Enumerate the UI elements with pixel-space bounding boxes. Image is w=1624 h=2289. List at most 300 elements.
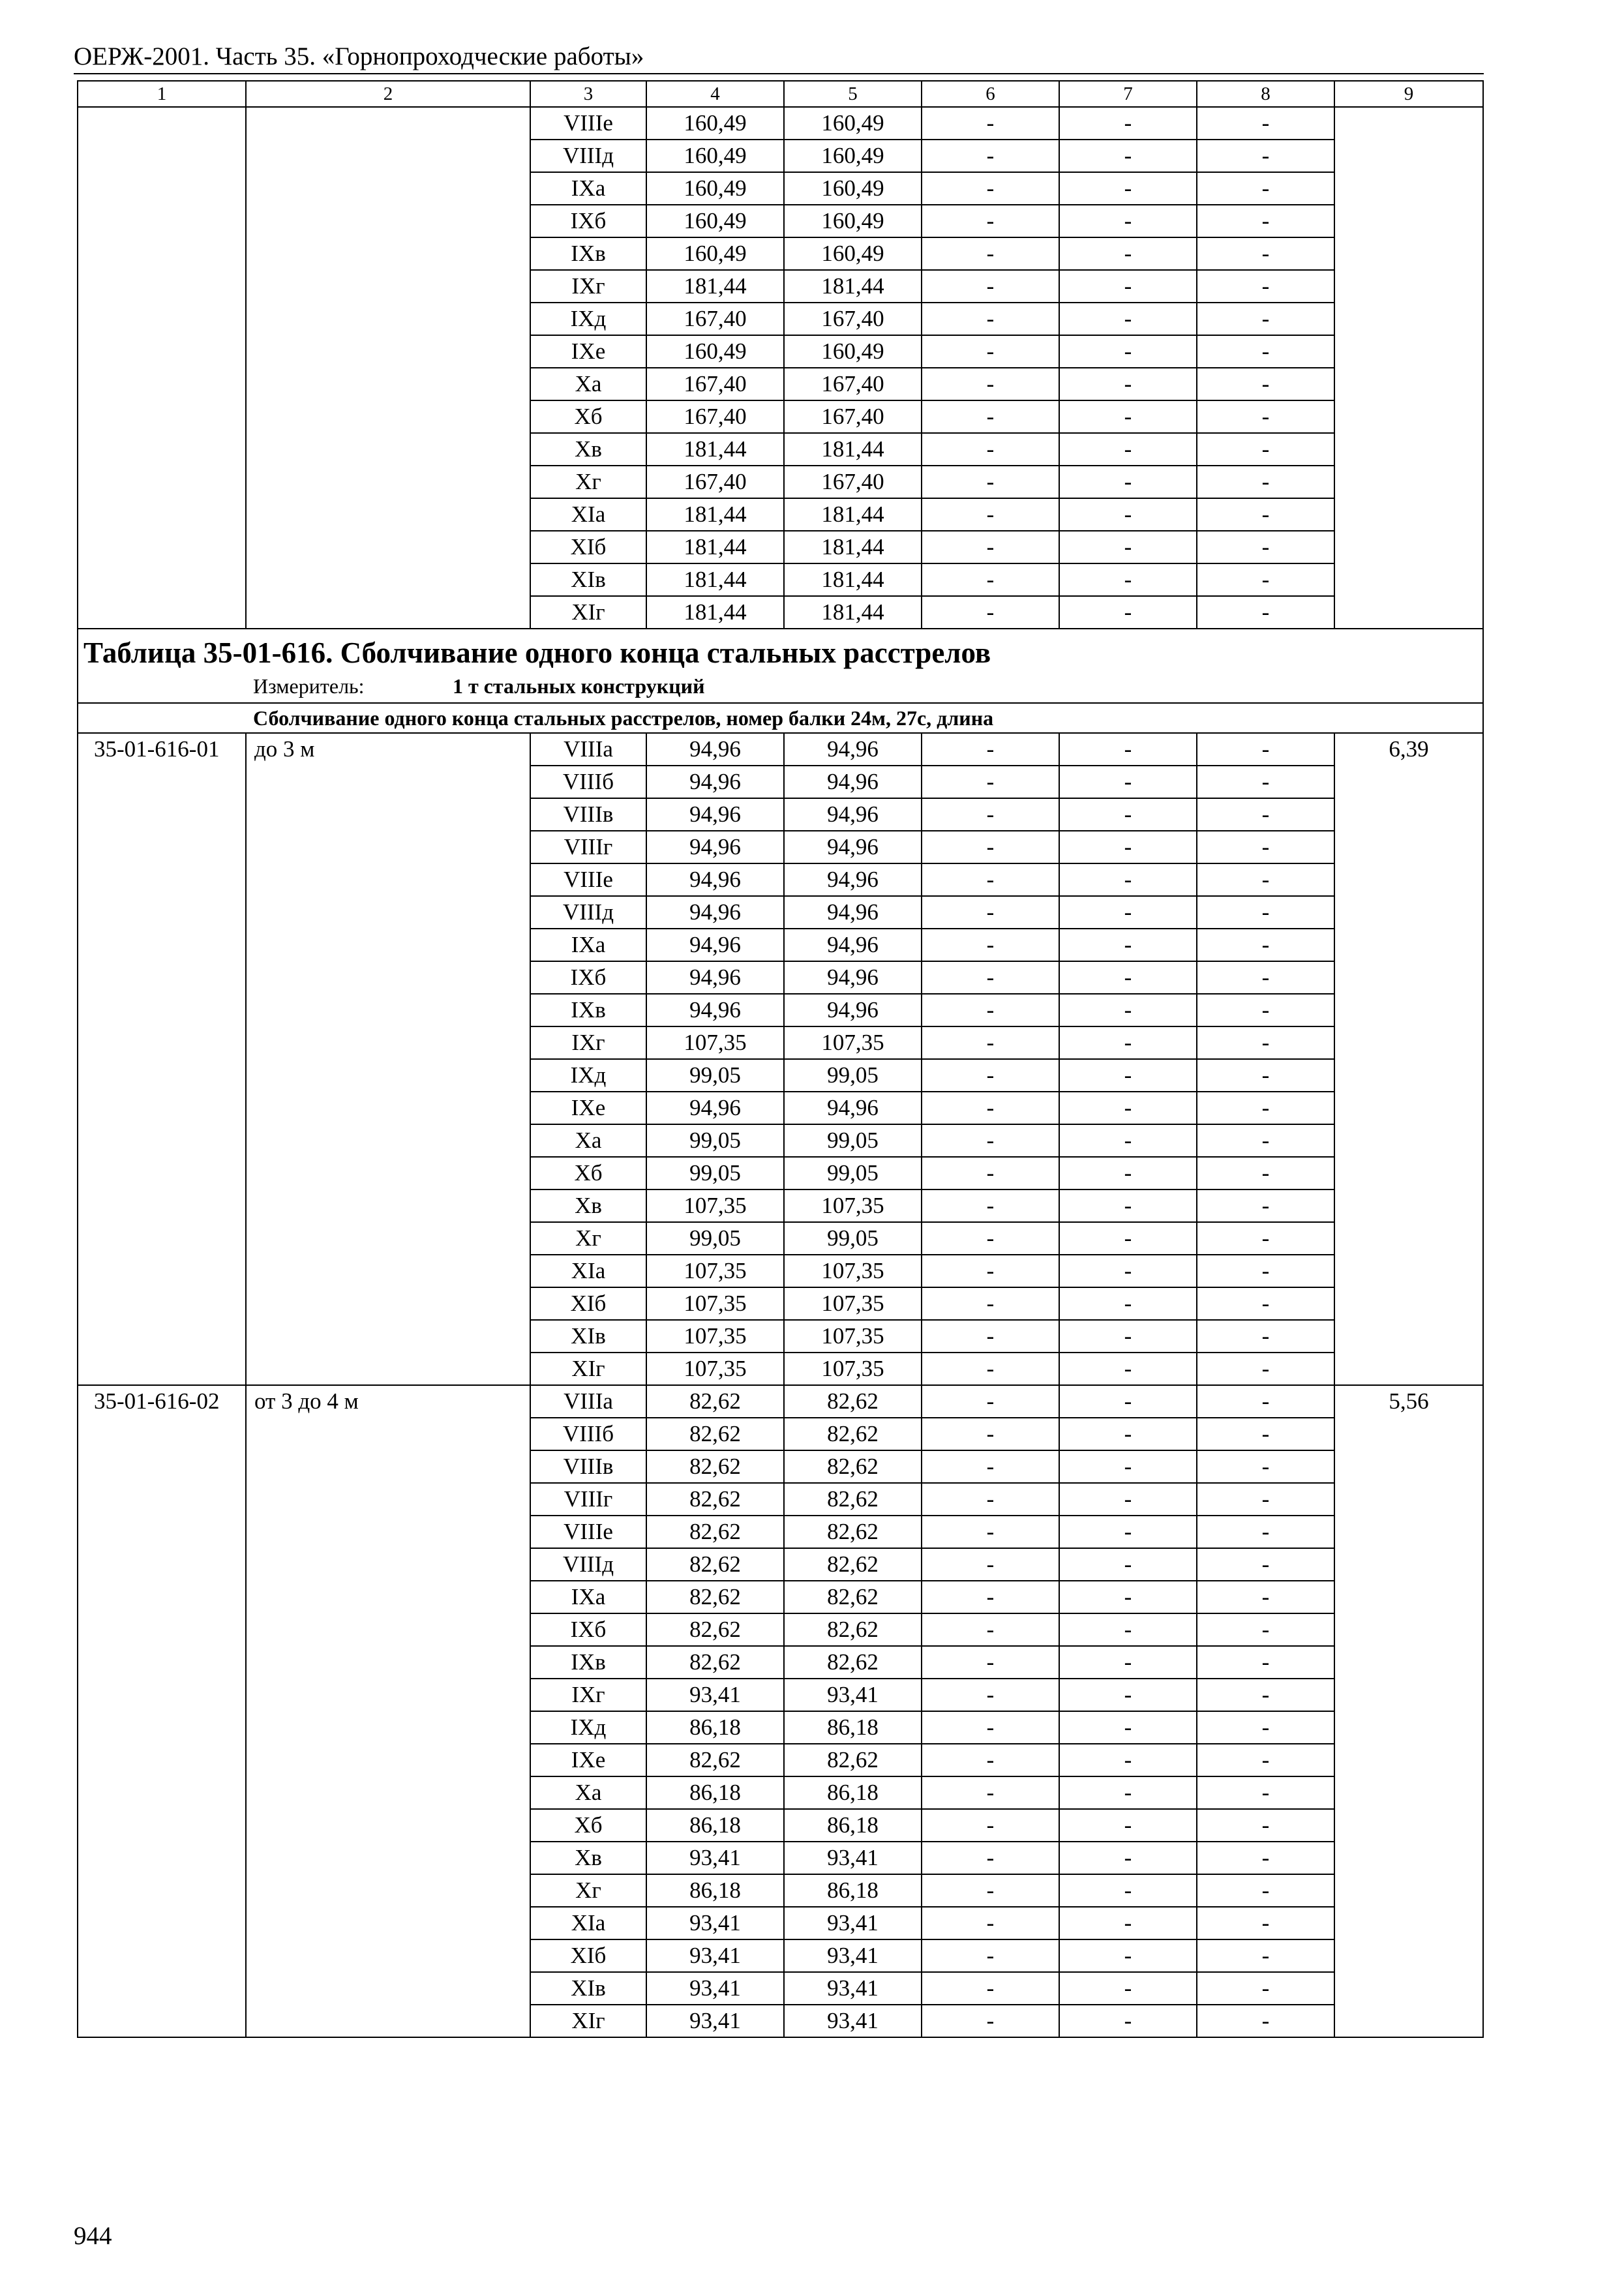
col-5-value: 93,41 [784,1842,922,1874]
col-6-value: - [922,237,1059,270]
col-5-value: 94,96 [784,798,922,831]
soil-group: VIIIб [530,1418,646,1450]
col-7-value: - [1059,1353,1197,1385]
col-6-value: - [922,433,1059,466]
soil-group: VIIIе [530,107,646,140]
col-4-value: 181,44 [646,433,784,466]
col-8-value: - [1197,1450,1334,1483]
col-5-value: 181,44 [784,498,922,531]
col-4-value: 160,49 [646,140,784,172]
page-number: 944 [74,2222,112,2250]
soil-group: VIIIд [530,1548,646,1581]
soil-group: XIг [530,1353,646,1385]
col-4-value: 160,49 [646,107,784,140]
col-8-value: - [1197,2005,1334,2037]
col-8-value: - [1197,1059,1334,1092]
soil-group: Xв [530,1189,646,1222]
col-8-value: - [1197,1842,1334,1874]
soil-group: XIб [530,531,646,563]
col-6-value: - [922,1679,1059,1711]
col-5-value: 94,96 [784,961,922,994]
col-5-value: 160,49 [784,172,922,205]
col-8-value: - [1197,1222,1334,1255]
col-5-value: 93,41 [784,1907,922,1939]
col-8-value: - [1197,1646,1334,1679]
col-7-value: - [1059,1679,1197,1711]
col-6-value: - [922,1385,1059,1418]
col-4-value: 181,44 [646,596,784,629]
col-4-value: 181,44 [646,498,784,531]
col-7-value: - [1059,270,1197,303]
col-8-value: - [1197,1809,1334,1842]
norm-code: 35-01-616-01 [78,733,246,1385]
col-4-value: 82,62 [646,1483,784,1516]
col-7-value: - [1059,1516,1197,1548]
table-title: Таблица 35-01-616. Сболчивание одного конца стальных расстрелов [83,636,991,669]
col-4-value: 86,18 [646,1809,784,1842]
col-8-value: - [1197,433,1334,466]
col-4-value: 181,44 [646,531,784,563]
column-number-9: 9 [1334,81,1483,107]
col-8-value: - [1197,766,1334,798]
col-5-value: 107,35 [784,1353,922,1385]
soil-group: IXа [530,172,646,205]
col-6-value: - [922,1450,1059,1483]
col-7-value: - [1059,831,1197,863]
col-5-value: 94,96 [784,766,922,798]
col-4-value: 82,62 [646,1744,784,1776]
col-8-value: - [1197,798,1334,831]
col-7-value: - [1059,1646,1197,1679]
col-7-value: - [1059,1418,1197,1450]
soil-group: IXе [530,1744,646,1776]
col-8-value: - [1197,563,1334,596]
col-8-value: - [1197,237,1334,270]
col-8-value: - [1197,270,1334,303]
col-6-value: - [922,596,1059,629]
work-name [246,107,530,629]
col-5-value: 107,35 [784,1320,922,1353]
column-number-2: 2 [246,81,530,107]
col-4-value: 167,40 [646,368,784,400]
col-5-value: 99,05 [784,1059,922,1092]
col-8-value: - [1197,994,1334,1026]
soil-group: Xб [530,1157,646,1189]
col-7-value: - [1059,205,1197,237]
col-5-value: 107,35 [784,1287,922,1320]
col-6-value: - [922,498,1059,531]
col-6-value: - [922,466,1059,498]
soil-group: XIв [530,563,646,596]
col-6-value: - [922,303,1059,335]
col-7-value: - [1059,1711,1197,1744]
col-4-value: 181,44 [646,563,784,596]
col-4-value: 94,96 [646,798,784,831]
table-title-cell [78,629,1483,703]
column-number-8: 8 [1197,81,1334,107]
col-4-value: 99,05 [646,1157,784,1189]
column-number-3: 3 [530,81,646,107]
header-rule [74,73,1484,74]
col-6-value: - [922,2005,1059,2037]
col-8-value: - [1197,531,1334,563]
col-5-value: 86,18 [784,1809,922,1842]
page-header-title: ОЕРЖ-2001. Часть 35. «Горнопроходческие работы» [74,42,644,70]
col-6-value: - [922,563,1059,596]
soil-group: IXв [530,237,646,270]
soil-group: Xа [530,1776,646,1809]
col-4-value: 167,40 [646,400,784,433]
col-7-value: - [1059,929,1197,961]
col-7-value: - [1059,1483,1197,1516]
soil-group: Xа [530,1124,646,1157]
soil-group: IXв [530,994,646,1026]
col-8-value: - [1197,1092,1334,1124]
rates-table [77,80,1484,2038]
col-8-value: - [1197,1320,1334,1353]
col-7-value: - [1059,107,1197,140]
col-6-value: - [922,1646,1059,1679]
col-8-value: - [1197,1776,1334,1809]
col-8-value: - [1197,303,1334,335]
soil-group: VIIIв [530,1450,646,1483]
col-4-value: 107,35 [646,1287,784,1320]
col-5-value: 181,44 [784,563,922,596]
soil-group: Xб [530,400,646,433]
col-5-value: 93,41 [784,1679,922,1711]
soil-group: IXд [530,1059,646,1092]
soil-group: Xв [530,433,646,466]
col-5-value: 82,62 [784,1483,922,1516]
column-number-5: 5 [784,81,922,107]
col-7-value: - [1059,531,1197,563]
soil-group: XIа [530,1255,646,1287]
col-7-value: - [1059,1776,1197,1809]
col-4-value: 94,96 [646,896,784,929]
soil-group: IXб [530,205,646,237]
column-number-4: 4 [646,81,784,107]
col-6-value: - [922,1418,1059,1450]
col-7-value: - [1059,237,1197,270]
soil-group: VIIIд [530,140,646,172]
soil-group: IXв [530,1646,646,1679]
col-8-value: - [1197,1124,1334,1157]
col-8-value: - [1197,107,1334,140]
col-4-value: 94,96 [646,831,784,863]
col-6-value: - [922,1711,1059,1744]
col-5-value: 82,62 [784,1548,922,1581]
col-4-value: 93,41 [646,1939,784,1972]
col-6-value: - [922,205,1059,237]
col-5-value: 107,35 [784,1189,922,1222]
col-9-value: 6,39 [1334,733,1483,1385]
col-4-value: 94,96 [646,1092,784,1124]
col-8-value: - [1197,1744,1334,1776]
col-8-value: - [1197,1711,1334,1744]
col-6-value: - [922,172,1059,205]
col-5-value: 160,49 [784,107,922,140]
soil-group: IXг [530,270,646,303]
col-4-value: 99,05 [646,1059,784,1092]
table-row [78,733,1483,766]
col-5-value: 82,62 [784,1581,922,1613]
col-7-value: - [1059,1255,1197,1287]
work-name: от 3 до 4 м [246,1385,530,2037]
table-title-row [78,629,1483,703]
col-8-value: - [1197,466,1334,498]
col-8-value: - [1197,1287,1334,1320]
col-4-value: 82,62 [646,1581,784,1613]
soil-group: IXг [530,1026,646,1059]
col-6-value: - [922,1026,1059,1059]
col-6-value: - [922,140,1059,172]
col-4-value: 94,96 [646,929,784,961]
col-4-value: 181,44 [646,270,784,303]
col-7-value: - [1059,335,1197,368]
table-body [78,81,1483,2037]
col-6-value: - [922,1939,1059,1972]
soil-group: Xв [530,1842,646,1874]
col-4-value: 93,41 [646,1842,784,1874]
col-4-value: 99,05 [646,1222,784,1255]
soil-group: VIIIг [530,831,646,863]
col-8-value: - [1197,140,1334,172]
col-6-value: - [922,1972,1059,2005]
col-7-value: - [1059,1026,1197,1059]
col-6-value: - [922,1189,1059,1222]
col-4-value: 107,35 [646,1255,784,1287]
col-6-value: - [922,531,1059,563]
col-7-value: - [1059,863,1197,896]
col-4-value: 82,62 [646,1548,784,1581]
col-6-value: - [922,929,1059,961]
col-5-value: 86,18 [784,1711,922,1744]
col-6-value: - [922,1516,1059,1548]
col-6-value: - [922,1548,1059,1581]
col-7-value: - [1059,766,1197,798]
col-7-value: - [1059,1907,1197,1939]
soil-group: IXа [530,1581,646,1613]
col-6-value: - [922,1874,1059,1907]
col-5-value: 160,49 [784,335,922,368]
col-7-value: - [1059,2005,1197,2037]
col-8-value: - [1197,596,1334,629]
col-7-value: - [1059,1842,1197,1874]
col-5-value: 94,96 [784,896,922,929]
col-4-value: 82,62 [646,1613,784,1646]
col-5-value: 82,62 [784,1450,922,1483]
col-8-value: - [1197,1483,1334,1516]
col-5-value: 167,40 [784,400,922,433]
col-7-value: - [1059,1189,1197,1222]
col-6-value: - [922,1776,1059,1809]
col-8-value: - [1197,1874,1334,1907]
col-4-value: 94,96 [646,863,784,896]
col-5-value: 94,96 [784,929,922,961]
col-6-value: - [922,1255,1059,1287]
soil-group: XIб [530,1287,646,1320]
col-6-value: - [922,368,1059,400]
col-7-value: - [1059,961,1197,994]
col-7-value: - [1059,1320,1197,1353]
col-6-value: - [922,1613,1059,1646]
unit-label: Измеритель: [253,674,365,698]
col-6-value: - [922,896,1059,929]
col-6-value: - [922,1483,1059,1516]
col-6-value: - [922,1320,1059,1353]
col-8-value: - [1197,929,1334,961]
col-8-value: - [1197,896,1334,929]
col-5-value: 93,41 [784,1939,922,1972]
col-6-value: - [922,1842,1059,1874]
soil-group: VIIIб [530,766,646,798]
col-4-value: 99,05 [646,1124,784,1157]
col-5-value: 181,44 [784,433,922,466]
col-5-value: 82,62 [784,1418,922,1450]
col-5-value: 107,35 [784,1026,922,1059]
col-5-value: 82,62 [784,1646,922,1679]
col-5-value: 94,96 [784,1092,922,1124]
col-6-value: - [922,335,1059,368]
soil-group: IXе [530,1092,646,1124]
col-8-value: - [1197,172,1334,205]
col-8-value: - [1197,1385,1334,1418]
col-6-value: - [922,863,1059,896]
soil-group: IXе [530,335,646,368]
column-number-6: 6 [922,81,1059,107]
col-6-value: - [922,1809,1059,1842]
col-4-value: 82,62 [646,1516,784,1548]
col-5-value: 167,40 [784,303,922,335]
col-7-value: - [1059,1385,1197,1418]
soil-group: Xг [530,466,646,498]
col-6-value: - [922,1287,1059,1320]
col-6-value: - [922,1744,1059,1776]
col-4-value: 93,41 [646,1679,784,1711]
col-6-value: - [922,766,1059,798]
col-8-value: - [1197,1907,1334,1939]
col-5-value: 94,96 [784,831,922,863]
col-7-value: - [1059,563,1197,596]
col-5-value: 99,05 [784,1124,922,1157]
col-7-value: - [1059,1548,1197,1581]
col-7-value: - [1059,1124,1197,1157]
col-7-value: - [1059,1222,1197,1255]
col-4-value: 167,40 [646,466,784,498]
col-8-value: - [1197,368,1334,400]
col-8-value: - [1197,733,1334,766]
soil-group: IXд [530,1711,646,1744]
col-4-value: 82,62 [646,1418,784,1450]
col-7-value: - [1059,1939,1197,1972]
col-7-value: - [1059,498,1197,531]
col-5-value: 94,96 [784,994,922,1026]
col-8-value: - [1197,1613,1334,1646]
col-6-value: - [922,1581,1059,1613]
col-7-value: - [1059,172,1197,205]
soil-group: XIб [530,1939,646,1972]
col-7-value: - [1059,368,1197,400]
soil-group: XIа [530,1907,646,1939]
norm-code [78,107,246,629]
col-5-value: 82,62 [784,1385,922,1418]
col-7-value: - [1059,1450,1197,1483]
col-7-value: - [1059,1972,1197,2005]
col-4-value: 82,62 [646,1450,784,1483]
col-7-value: - [1059,1874,1197,1907]
col-8-value: - [1197,1418,1334,1450]
col-8-value: - [1197,1516,1334,1548]
col-7-value: - [1059,1809,1197,1842]
col-6-value: - [922,831,1059,863]
col-5-value: 181,44 [784,531,922,563]
col-4-value: 107,35 [646,1353,784,1385]
col-6-value: - [922,1222,1059,1255]
col-8-value: - [1197,1255,1334,1287]
col-7-value: - [1059,1287,1197,1320]
col-5-value: 167,40 [784,466,922,498]
soil-group: XIа [530,498,646,531]
col-7-value: - [1059,994,1197,1026]
unit-value: 1 т стальных конструкций [453,674,705,698]
col-8-value: - [1197,1972,1334,2005]
table-subtitle: Сболчивание одного конца стальных расстрелов, номер балки 24м, 27с, длина [78,703,1483,733]
soil-group: XIг [530,596,646,629]
col-5-value: 99,05 [784,1157,922,1189]
col-4-value: 94,96 [646,994,784,1026]
col-4-value: 94,96 [646,766,784,798]
col-4-value: 82,62 [646,1385,784,1418]
soil-group: IXг [530,1679,646,1711]
column-number-7: 7 [1059,81,1197,107]
col-4-value: 82,62 [646,1646,784,1679]
norm-code: 35-01-616-02 [78,1385,246,2037]
col-7-value: - [1059,303,1197,335]
soil-group: IXб [530,961,646,994]
soil-group: Xг [530,1874,646,1907]
col-7-value: - [1059,896,1197,929]
col-8-value: - [1197,831,1334,863]
soil-group: XIг [530,2005,646,2037]
soil-group: VIIIе [530,1516,646,1548]
col-4-value: 107,35 [646,1320,784,1353]
col-5-value: 93,41 [784,2005,922,2037]
col-7-value: - [1059,433,1197,466]
col-4-value: 86,18 [646,1711,784,1744]
col-7-value: - [1059,400,1197,433]
soil-group: Xг [530,1222,646,1255]
col-4-value: 160,49 [646,172,784,205]
soil-group: XIв [530,1320,646,1353]
table-subtitle-row [78,703,1483,733]
col-5-value: 181,44 [784,270,922,303]
col-4-value: 86,18 [646,1874,784,1907]
col-6-value: - [922,1907,1059,1939]
col-6-value: - [922,798,1059,831]
col-8-value: - [1197,1157,1334,1189]
col-8-value: - [1197,1548,1334,1581]
soil-group: VIIIе [530,863,646,896]
col-8-value: - [1197,1939,1334,1972]
soil-group: VIIIа [530,733,646,766]
col-6-value: - [922,961,1059,994]
col-5-value: 107,35 [784,1255,922,1287]
col-7-value: - [1059,733,1197,766]
col-9-value: 5,56 [1334,1385,1483,2037]
col-4-value: 93,41 [646,1972,784,2005]
soil-group: VIIIд [530,896,646,929]
col-4-value: 167,40 [646,303,784,335]
